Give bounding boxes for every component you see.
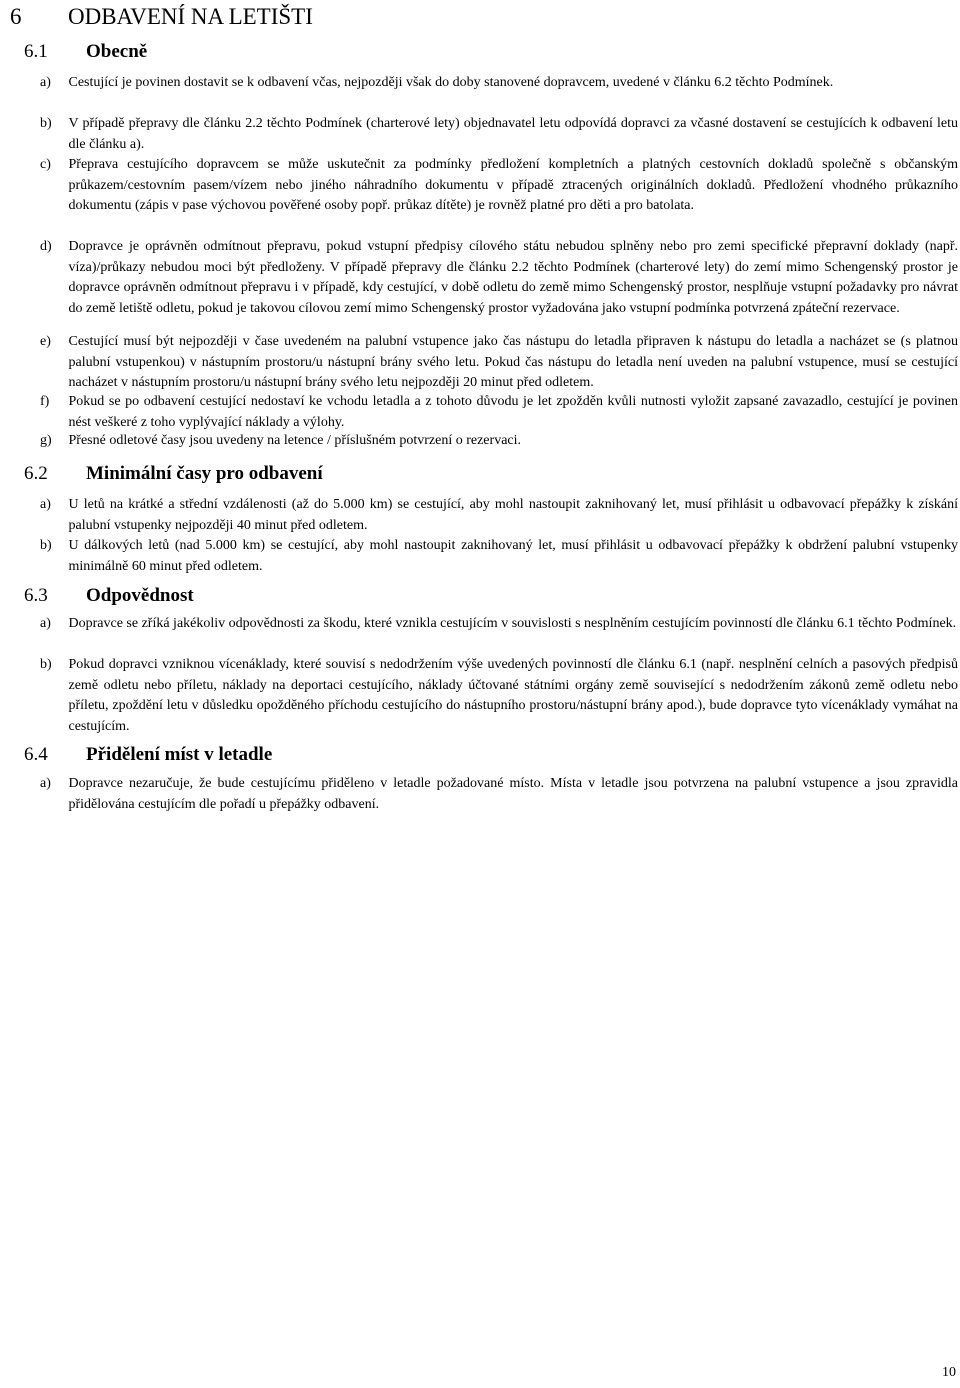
list-item [40, 392, 958, 433]
item-label: a) [40, 75, 51, 90]
item-text: Dopravce se zříká jakékoliv odpovědnosti za škodu, které vznikla cestujícím v souvislosti s nesplněním cestujícím povinností dle článku 6.1 těchto Podmínek. [68, 616, 957, 631]
section-number: 6.2 [24, 463, 48, 484]
item-text: Přesné odletové časy jsou uvedeny na letence / příslušném potvrzení o rezervaci. [68, 433, 522, 448]
section-title: Obecně [86, 41, 148, 62]
item-text: Pokud dopravci vzniknou vícenáklady, které souvisí s nedodržením výše uvedených povinností dle článku 6.1 (např. nesplnění celních a pasových předpisů země odletu nebo příletu, náklady na deportaci cestujícího, náklady účtované státními orgány země související s nedodržením zákonů země odletu nebo příletu, zpoždění letu v důsledku opožděného příchodu cestujícího do nástupního prostoru/nástupní brány apod.), bude dopravce tyto vícenáklady vymáhat na cestujícím. [68, 657, 958, 734]
section-number: 6.1 [24, 41, 48, 62]
list-item [40, 655, 958, 737]
item-label: e) [40, 334, 51, 349]
section-heading [24, 584, 194, 608]
section-title: Odpovědnost [86, 585, 194, 606]
list-item [40, 431, 958, 452]
section-heading [24, 462, 323, 486]
chapter-heading [10, 2, 313, 32]
item-label: c) [40, 157, 51, 172]
item-label: b) [40, 116, 52, 131]
list-item [40, 114, 958, 155]
item-text: Dopravce je oprávněn odmítnout přepravu, pokud vstupní předpisy cílového státu nebudou splněny nebo pro zemi specifické přepravní doklady (např. víza)/průkazy nebudou moci být předloženy. V případě přepravy dle článku 2.2 těchto Podmínek (charterové lety) do zemí mimo Schengenský prostor je dopravce oprávněn odmítnout přepravu i v případě, kdy cestující, v době odletu do země mimo Schengenský prostor, nesplňuje vstupní požadavky pro návrat do země letiště odletu, pokud je takovou cílovou zemí mimo Schengenský prostor vyžadována jako vstupní podmínka potvrzená zpáteční rezervace. [68, 239, 958, 316]
list-item [40, 332, 958, 394]
item-text: Přeprava cestujícího dopravcem se může uskutečnit za podmínky předložení kompletních a platných cestovních dokladů společně s občanským průkazem/cestovním pasem/vízem nebo jiného náhradního dokumentu v případě ztracených originálních dokladů. Předložení vhodného průkazního dokumentu (zápis v pase výchovou pověřené osoby popř. průkaz dítěte) je rovněž platné pro děti a pro batolata. [68, 157, 958, 213]
list-item [40, 155, 958, 217]
list-item [40, 73, 958, 94]
section-number: 6.4 [24, 744, 48, 765]
item-text: Cestující musí být nejpozději v čase uvedeném na palubní vstupence jako čas nástupu do letadla připraven k nástupu do letadla a nacházet se (s platnou palubní vstupenkou) v nástupním prostoru/u nástupní brány svého letu. Pokud čas nástupu do letadla není uveden na palubní vstupence, musí se cestující nacházet v nástupním prostoru/u nástupní brány svého letu nejpozději 20 minut před odletem. [68, 334, 958, 390]
item-label: f) [40, 394, 50, 409]
list-item [40, 774, 958, 815]
item-label: b) [40, 538, 52, 553]
section-number: 6.3 [24, 585, 48, 606]
section-title: Přidělení míst v letadle [86, 744, 273, 765]
item-text: Cestující je povinen dostavit se k odbavení včas, nejpozději však do doby stanovené dopravcem, uvedené v článku 6.2 těchto Podmínek. [68, 75, 834, 90]
item-text: Pokud se po odbavení cestující nedostaví ke vchodu letadla a z tohoto důvodu je let zpožděn kvůli nutnosti vyložit zapsané zavazadlo, cestující je povinen nést veškeré z toho vyplývající náklady a výlohy. [68, 394, 958, 430]
list-item [40, 237, 958, 319]
list-item [40, 536, 958, 577]
item-label: a) [40, 497, 51, 512]
item-text: Dopravce nezaručuje, že bude cestujícímu přiděleno v letadle požadované místo. Místa v letadle jsou potvrzena na palubní vstupence a jsou zpravidla přidělována cestujícím dle pořadí u přepážky odbavení. [68, 776, 958, 812]
item-text: U dálkových letů (nad 5.000 km) se cestující, aby mohl nastoupit zaknihovaný let, musí přihlásit u odbavovací přepážky k obdržení palubní vstupenky minimálně 60 minut před odletem. [68, 538, 958, 574]
section-heading [24, 40, 147, 64]
section-heading [24, 743, 272, 767]
item-text: V případě přepravy dle článku 2.2 těchto Podmínek (charterové lety) objednavatel letu odpovídá dopravci za včasné dostavení se cestujících k odbavení letu dle článku a). [68, 116, 958, 152]
chapter-number: 6 [10, 4, 22, 29]
item-label: a) [40, 616, 51, 631]
section-title: Minimální časy pro odbavení [86, 463, 323, 484]
item-label: b) [40, 657, 52, 672]
list-item [40, 495, 958, 536]
page-number: 10 [942, 1365, 956, 1380]
item-text: U letů na krátké a střední vzdálenosti (až do 5.000 km) se cestující, aby mohl nastoupit zaknihovaný let, musí přihlásit u odbavovací přepážky k získání palubní vstupenky nejpozději 40 minut před odletem. [68, 497, 958, 533]
item-label: d) [40, 239, 52, 254]
list-item [40, 614, 958, 635]
item-label: a) [40, 776, 51, 791]
item-label: g) [40, 433, 52, 448]
chapter-title: ODBAVENÍ NA LETIŠTI [68, 4, 313, 29]
